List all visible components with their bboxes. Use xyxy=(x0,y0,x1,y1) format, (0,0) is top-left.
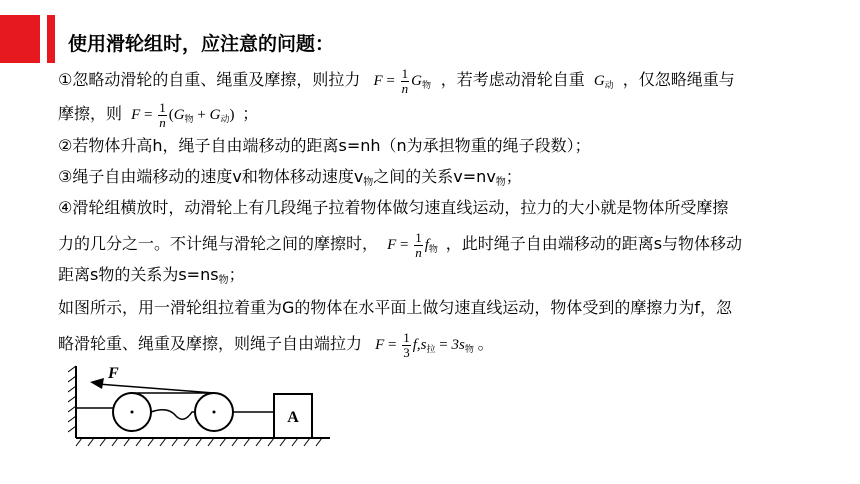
para5-line1: 如图所示，用一滑轮组拉着重为G的物体在水平面上做匀速直线运动，物体受到的摩擦力为f，忽 xyxy=(58,298,733,317)
para5-line2: 略滑轮重、绳重及摩擦，则绳子自由端拉力 F = $\frac{1}{3}$ $f,s_拉 = 3s_物$ 。 xyxy=(58,330,494,360)
ground-hatch xyxy=(76,438,322,446)
pulley-diagram xyxy=(68,362,330,460)
rope-connector xyxy=(151,410,195,419)
para1-text-b: ，若考虑动滑轮自重 xyxy=(440,69,585,89)
rope-free-end xyxy=(98,384,214,393)
para4-line1: ④滑轮组横放时，动滑轮上有几段绳子拉着物体做匀速直线运动，拉力的大小就是物体所受摩擦 xyxy=(58,198,729,217)
pulley-left-axle xyxy=(131,411,134,414)
force-label: F xyxy=(108,365,119,382)
para1-text-e: ； xyxy=(242,103,259,123)
para3: ③绳子自由端移动的速度v和物体移动速度v物之间的关系v=nv物； xyxy=(58,167,522,188)
pulley-right-axle xyxy=(213,411,216,414)
formula-g-dong: $G_动$ xyxy=(593,72,614,90)
para2: ②若物体升高h，绳子自由端移动的距离s=nh（n为承担物重的绳子段数）； xyxy=(58,136,591,155)
para1-text-d: 摩擦，则 xyxy=(58,103,123,123)
para1-text-c: ，仅忽略绳重与 xyxy=(622,69,735,89)
para4-line2: 力的几分之一。不计绳与滑轮之间的摩擦时， F = $\frac{1}{n}$ $f_物$ ，此时绳子自由端移动的距离s与物体移动 xyxy=(58,230,743,260)
para4-line3: 距离s物的关系为s=ns物； xyxy=(58,265,245,286)
wall-hatch xyxy=(68,366,76,432)
formula-f-g-over-n: F = $\frac{1}{n}$ $G_物$ xyxy=(373,66,431,96)
formula-f-fwu-over-n: F = $\frac{1}{n}$ $f_物$ xyxy=(387,230,438,260)
formula-f-third-f: F = $\frac{1}{3}$ $f,s_拉 = 3s_物$ xyxy=(375,330,474,360)
page-title: 使用滑轮组时，应注意的问题： xyxy=(68,33,335,55)
force-arrowhead xyxy=(90,378,104,389)
para1-line2 xyxy=(58,101,258,130)
accent-bar-thin xyxy=(47,15,55,63)
formula-f-sum-over-n: F = $\frac{1}{n}$ $(G_物 + G_动)$ xyxy=(131,100,235,130)
para1-text-a: ①忽略动滑轮的自重、绳重及摩擦，则拉力 xyxy=(58,69,361,89)
accent-bar xyxy=(0,15,40,63)
para1-line1 xyxy=(58,67,735,96)
block-label: A xyxy=(287,409,299,426)
